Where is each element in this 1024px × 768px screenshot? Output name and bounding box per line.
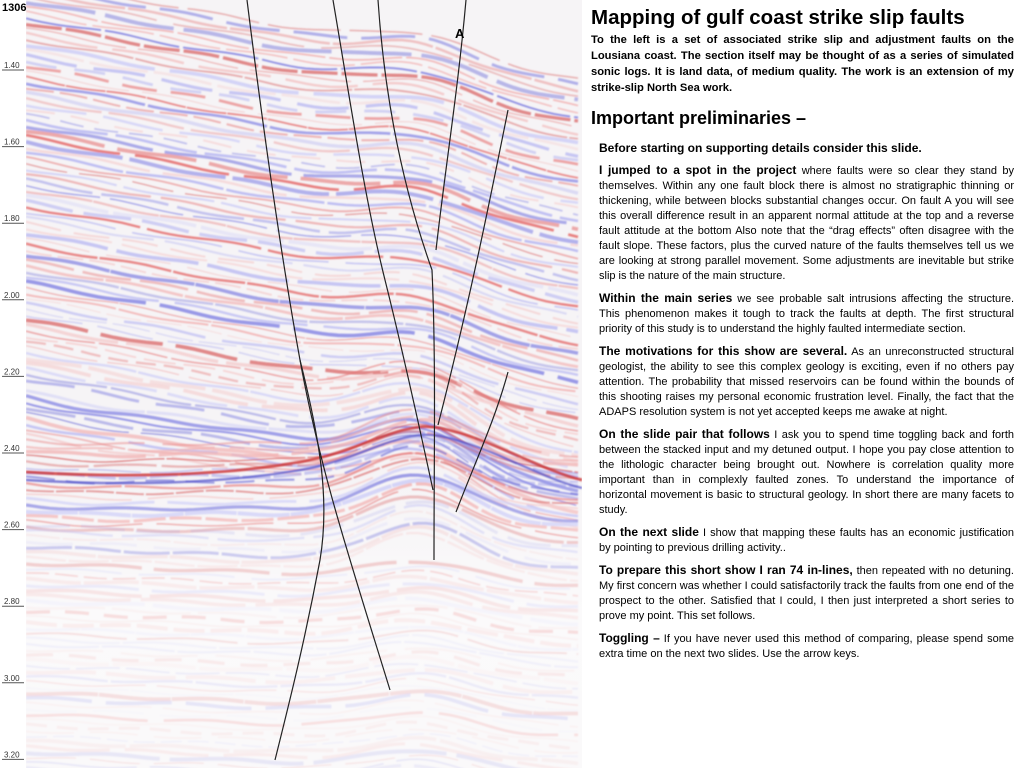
- time-tick-label: 2.60: [4, 520, 20, 530]
- time-tick-label: 2.40: [4, 444, 20, 453]
- paragraph: [599, 631, 1014, 662]
- paragraph: [599, 427, 1014, 518]
- time-tick-label: 3.20: [4, 750, 20, 760]
- text-panel: [591, 6, 1014, 669]
- time-tick-label: 1.40: [4, 61, 20, 70]
- paragraph-text: If you have never used this method of comparing, please spend some extra time on the next two slides. Use the arrow keys.: [599, 633, 1014, 660]
- paragraph-text: As an unreconstructed structural geologist, the ability to see this complex geology is exciting, even if no others pay attention. The probability that missed reservoirs can be found within the bounds of this shooting raises my personal economic frustration level. Finally, the fact that the ADAPS resolution system is not yet accepted keeps me awake at night.: [599, 346, 1014, 418]
- time-tick-label: 2.80: [4, 597, 20, 607]
- time-tick-label: 1.60: [4, 137, 20, 147]
- paragraph: [599, 563, 1014, 624]
- intro-paragraph: To the left is a set of associated strike slip and adjustment faults on the Lousiana coast. The section itself may be thought of as a series of simulated sonic logs. It is land data, of medium quality. The work is an extension of my strike-slip North Sea work.: [591, 34, 1014, 94]
- paragraph: [599, 291, 1014, 337]
- paragraph-lead: Toggling –: [599, 631, 660, 645]
- paragraph: [599, 141, 1014, 156]
- paragraph-lead: On the next slide: [599, 525, 699, 539]
- time-tick-label: 2.00: [4, 290, 20, 300]
- paragraph-lead: On the slide pair that follows: [599, 427, 770, 441]
- paragraph-lead: Before starting on supporting details consider this slide.: [599, 141, 922, 155]
- fault-a-label: A: [455, 26, 465, 41]
- paragraph-lead: I jumped to a spot in the project: [599, 163, 797, 177]
- paragraph-text: I ask you to spend time toggling back and forth between the stacked input and my detuned output. I hope you pay close attention to the lithologic character being brought out. Nowhere is correlation quality more important than in complexly faulted zones. To understand the importance of horizontal movement is basic to structural geology. In short there are many facets to study.: [599, 429, 1015, 516]
- paragraph-lead: The motivations for this show are several.: [599, 344, 848, 358]
- time-tick-label: 2.20: [4, 367, 20, 377]
- paragraph-text: then repeated with no detuning. My first concern was whether I could satisfactorily track the faults from one end of the prospect to the other. Satisfied that I could, I then just interpreted a short series to prove my point. This set follows.: [599, 565, 1014, 622]
- paragraph-lead: Within the main series: [599, 291, 733, 305]
- section-heading: Important preliminaries –: [591, 108, 807, 128]
- paragraph: [599, 163, 1014, 284]
- line-number-label: 1306: [2, 2, 27, 14]
- paragraph-lead: To prepare this short show I ran 74 in-lines,: [599, 563, 853, 577]
- slide-title: Mapping of gulf coast strike slip faults: [591, 6, 965, 29]
- paragraph: [599, 344, 1014, 420]
- paragraph: [599, 525, 1014, 556]
- paragraph-text: I show that mapping these faults has an economic justification by pointing to previous drilling activity..: [599, 527, 1014, 554]
- body-text: [591, 141, 1014, 662]
- time-tick-label: 1.80: [4, 214, 20, 224]
- paragraph-text: we see probable salt intrusions affecting the structure. This phenomenon makes it tough to track the faults at depth. The first structural priority of this study is to understand the highly faulted intermediate section.: [599, 293, 1014, 335]
- time-tick-label: 3.00: [4, 673, 20, 683]
- paragraph-text: where faults were so clear they stand by themselves. Within any one fault block there is almost no stratigraphic thinning or thickening, while between blocks substantial changes occur. On fault A you will see this overall difference result in an apparent normal attitude at the top and a reverse fault attitude at the bottom Also note that the “drag effects” often disagree with the fault slope. These factors, plus the curved nature of the faults themselves tell us we are looking at strong parallel movement. Some adjustments are inevitable but strike slip is the nature of the main structure.: [599, 165, 1015, 282]
